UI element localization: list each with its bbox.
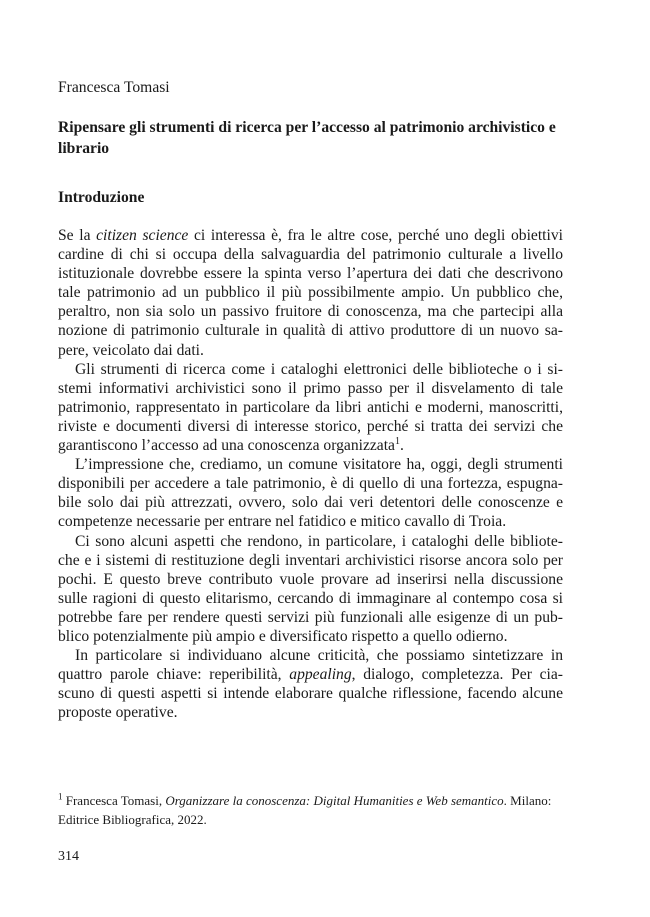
footnote-italic-title: Organizzare la conoscenza: Digital Humanities e Web semantico: [165, 793, 504, 808]
footnote-text: Francesca Tomasi,: [62, 793, 166, 808]
footnote-mark: 1: [58, 791, 63, 802]
paragraph-5: [58, 646, 563, 722]
italic-term: appealing: [289, 666, 352, 684]
paragraph-3: L’impressione che, crediamo, un comune visitatore ha, oggi, degli strumenti disponibili per accedere a tale patrimonio, è di quello di una fortezza, espugna-bile solo dai più attrezzati, ovvero, solo dai veri detentori delle conoscenze e competenze necessarie per entrare nel fatidico e mitico cavallo di Troia.: [58, 456, 563, 531]
footnote-reference[interactable]: 1: [394, 435, 400, 447]
paragraph-1: [58, 226, 563, 360]
italic-term: citizen science: [96, 227, 189, 244]
body-text: [58, 226, 563, 722]
author-name: Francesca Tomasi: [58, 79, 170, 96]
paragraph-2: [58, 360, 563, 455]
paragraph-5-text-cont: , dialogo, completezza. Per cia-scuno di questi aspetti si intende elaborare qualche riflessione, facendo alcune proposte operative.: [58, 666, 563, 722]
footnote: [58, 791, 563, 829]
footnote-text-cont: . Milano: Editrice Bibliografica, 2022.: [58, 793, 552, 827]
page-number: 314: [58, 849, 79, 864]
paragraph-1-text-cont: ci interessa è, fra le altre cose, perché uno degli obiettivi cardine di chi si occupa della salvaguardia del patrimonio culturale a livello istituzionale dovrebbe essere la spinta verso l’apertura dei dati che descrivono tale patrimonio ad un pubblico il più possibilmente ampio. Un pubblico che, peraltro, non sia solo un passivo fruitore di conoscenza, ma che partecipi alla nozione di patrimonio culturale in qualità di attivo produttore di un nuovo sa-pere, veicolato dai dati.: [58, 227, 563, 359]
paragraph-1-text: Se la: [58, 227, 97, 244]
paragraph-5-text: In particolare si individuano alcune criticità, che possiamo sintetizzare in quattro parole chiave: reperibilità,: [58, 647, 563, 684]
chapter-title: Ripensare gli strumenti di ricerca per l’accesso al patrimonio archivistico e librario: [58, 119, 556, 157]
paragraph-4: Ci sono alcuni aspetti che rendono, in particolare, i cataloghi delle bibliote-che e i sistemi di restituzione degli inventari archivistici risorse ancora solo per pochi. E questo breve contributo vuole provare ad inserirsi nella discussione sulle ragioni di questo elitarismo, cercando di immaginare al contempo cosa si potrebbe fare per rendere questi servizi più funzionali alle esigenze di un pub-blico potenzialmente più ampio e diversificato rispetto a quello odierno.: [58, 532, 563, 645]
paragraph-2-text: Gli strumenti di ricerca come i cataloghi elettronici delle biblioteche o i si-stemi informativi archivistici sono il primo passo per il disvelamento di tale patrimonio, rappresentato in particolare da libri antichi e moderni, manoscritti, riviste e documenti diversi di interesse storico, perché si tratta dei servizi che garantiscono l’accesso ad una conoscenza organizzata: [58, 360, 563, 455]
section-heading: Introduzione: [58, 189, 145, 206]
paragraph-2-end: .: [399, 437, 404, 455]
